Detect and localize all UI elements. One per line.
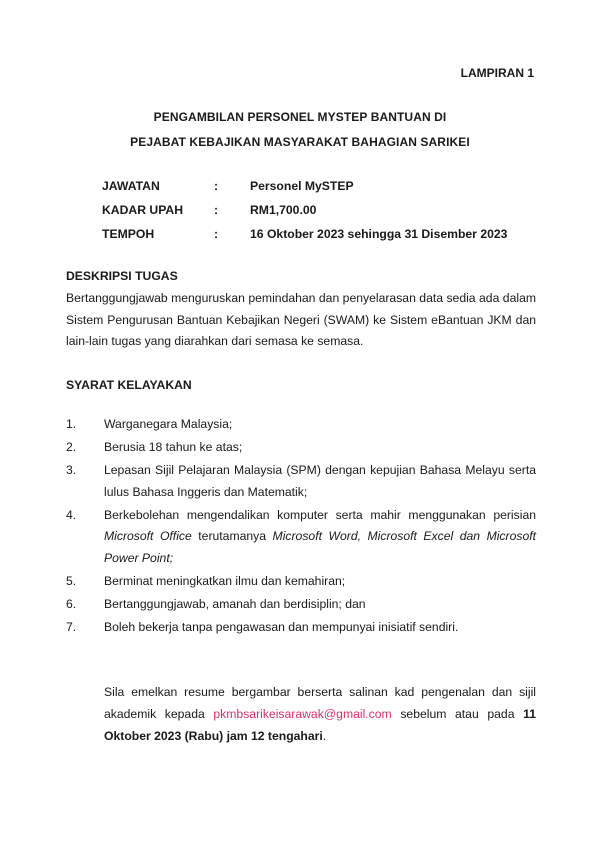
- list-item: [66, 414, 536, 436]
- info-colon: :: [214, 179, 219, 193]
- info-label: JAWATAN: [102, 179, 160, 193]
- item-text-italic: Microsoft Office: [104, 529, 192, 543]
- deskripsi-heading: DESKRIPSI TUGAS: [66, 269, 178, 283]
- item-text-part: terutamanya: [191, 529, 273, 543]
- syarat-heading: SYARAT KELAYAKAN: [66, 378, 192, 392]
- item-number: 3.: [66, 463, 77, 477]
- closing-text: Sila emelkan resume bergambar berserta salinan kad pengenalan dan sijil akademik kepada: [104, 685, 536, 721]
- item-text-part: Berkebolehan mengendalikan komputer serta mahir menggunakan perisian: [104, 507, 536, 522]
- item-number: 4.: [66, 507, 77, 522]
- closing-end: .: [322, 729, 327, 743]
- title-line-2: PEJABAT KEBAJIKAN MASYARAKAT BAHAGIAN SARIKEI: [130, 135, 470, 149]
- item-text-italic: Microsoft Word, Microsoft Excel dan Microsoft Power Point;: [104, 529, 537, 565]
- email-link[interactable]: pkmbsarikeisarawak@gmail.com: [213, 707, 392, 721]
- info-colon: :: [214, 227, 219, 241]
- info-value: RM1,700.00: [250, 203, 317, 217]
- item-number: 6.: [66, 596, 77, 611]
- item-text: Berminat meningkatkan ilmu dan kemahiran;: [104, 573, 346, 588]
- info-label: KADAR UPAH: [102, 203, 184, 217]
- list-item: [66, 505, 536, 570]
- item-text: Lepasan Sijil Pelajaran Malaysia (SPM) dengan kepujian Bahasa Melayu serta lulus Bahasa Inggeris dan Matematik;: [104, 463, 536, 499]
- item-text: Boleh bekerja tanpa pengawasan dan mempunyai inisiatif sendiri.: [104, 619, 459, 634]
- title-line-1: PENGAMBILAN PERSONEL MYSTEP BANTUAN DI: [153, 110, 447, 124]
- item-text: Berusia 18 tahun ke atas;: [104, 440, 243, 454]
- syarat-list: [66, 414, 536, 640]
- info-value: 16 Oktober 2023 sehingga 31 Disember 2023: [250, 227, 508, 241]
- list-item: [66, 460, 536, 503]
- closing-text: sebelum atau pada: [391, 707, 524, 721]
- item-text: [104, 505, 536, 570]
- list-item: [66, 617, 536, 639]
- info-value: Personel MySTEP: [250, 179, 354, 193]
- lampiran-label: LAMPIRAN 1: [460, 66, 534, 80]
- list-item: [66, 594, 536, 616]
- deskripsi-text: Bertanggungjawab menguruskan pemindahan dan penyelarasan data sedia ada dalam Sistem Pengurusan Bantuan Kebajikan Negeri (SWAM) ke Sistem eBantuan JKM dan lain-lain tugas yang diarahkan dari semasa ke semasa.: [66, 291, 536, 348]
- info-label: TEMPOH: [102, 227, 155, 241]
- item-text: Warganegara Malaysia;: [104, 417, 233, 431]
- item-number: 2.: [66, 440, 77, 454]
- list-item: [66, 571, 536, 593]
- item-number: 1.: [66, 417, 77, 431]
- closing-paragraph: [104, 681, 536, 747]
- item-text: Bertanggungjawab, amanah dan berdisiplin; dan: [104, 596, 366, 611]
- list-item: [66, 437, 536, 459]
- item-number: 5.: [66, 573, 77, 588]
- item-number: 7.: [66, 619, 77, 634]
- deadline-text: 11 Oktober 2023 (Rabu) jam 12 tengahari: [104, 707, 536, 743]
- info-colon: :: [214, 203, 219, 217]
